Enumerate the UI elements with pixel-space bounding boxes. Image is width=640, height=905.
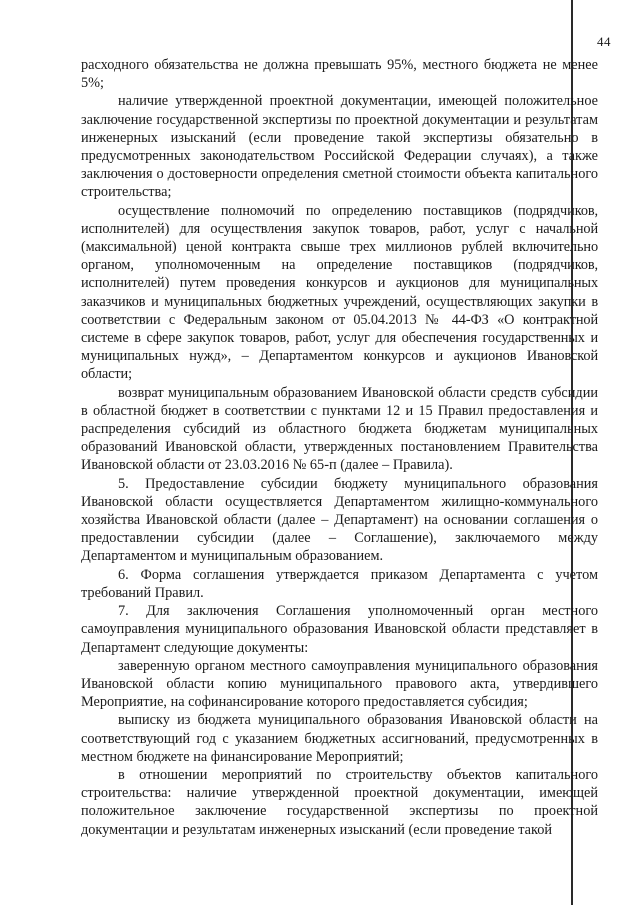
paragraph-item-5: 5. Предоставление субсидии бюджету муниципального образования Ивановской области осуществляется Департаментом жилищно-коммунального хозяйства Ивановской области (далее – Департамент) на основании соглашения о предоставлении субсидии (далее – Соглашение), заключаемого между Департаментом и муниципальным образованием. (81, 475, 598, 565)
paragraph-project-documentation: наличие утвержденной проектной документации, имеющей положительное заключение государственной экспертизы по проектной документации и результатам инженерных изысканий (если проведение такой экспертизы обязательно в предусмотренных законодательством Российской Федерации случаях), а также заключения о достоверности определения сметной стоимости объекта капитального строительства; (81, 93, 598, 201)
paragraph-budget-extract: выписку из бюджета муниципального образования Ивановской области на соответствующий год с указанием бюджетных ассигнований, предусмотренных в местном бюджете на финансирование Мероприятий; (81, 712, 598, 765)
paragraph-procurement-authority: осуществление полномочий по определению поставщиков (подрядчиков, исполнителей) для осуществления закупок товаров, работ, услуг с начальной (максимальной) ценой контракта свыше трех миллионов рублей включительно органом, уполномоченным на определение поставщиков (подрядчиков, исполнителей) путем проведения конкурсов и аукционов для муниципальных заказчиков и муниципальных бюджетных учреждений, осуществляющих закупки в соответствии с Федеральным законом от 05.04.2013 № 44-ФЗ «О контрактной системе в сфере закупок товаров, работ, услуг для обеспечения государственных и муниципальных нужд», – Департаментом конкурсов и аукционов Ивановской области; (81, 202, 598, 383)
paragraph-item-7: 7. Для заключения Соглашения уполномоченный орган местного самоуправления муниципального образования Ивановской области представляет в Департамент следующие документы: (81, 603, 598, 656)
paragraph-item-6: 6. Форма соглашения утверждается приказом Департамента с учетом требований Правил. (81, 566, 598, 601)
paragraph-subsidy-return: возврат муниципальным образованием Ивановской области средств субсидии в областной бюджет в соответствии с пунктами 12 и 15 Правил предоставления и распределения субсидий из областного бюджета бюджетам муниципальных образований Ивановской области, утвержденных постановлением Правительства Ивановской области от 23.03.2016 № 65-п (далее – Правила). (81, 384, 598, 474)
paragraph-budget-share: расходного обязательства не должна превышать 95%, местного бюджета не менее 5%; (81, 57, 598, 92)
paragraph-certified-copy: заверенную органом местного самоуправления муниципального образования Ивановской области копию муниципального правового акта, утвердившего Мероприятие, на софинансирование которого предоставляется субсидия; (81, 657, 598, 711)
page-number: 44 (597, 34, 611, 49)
document-body (81, 56, 598, 839)
paragraph-construction-measures: в отношении мероприятий по строительству объектов капитального строительства: наличие утвержденной проектной документации, имеющей положительное заключение государственной экспертизы по проектной документации и результатам инженерных изысканий (если проведение такой (81, 766, 598, 838)
